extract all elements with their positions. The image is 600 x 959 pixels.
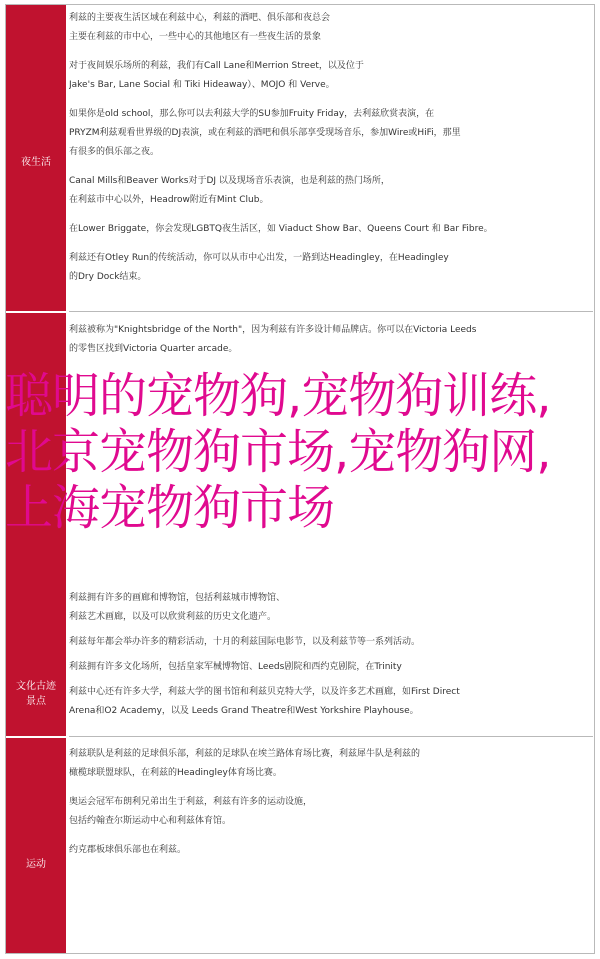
list-item: 在利兹市中心以外，Headrow附近有Mint Club。 xyxy=(69,195,269,205)
list-item: 利兹拥有许多文化场所，包括皇家军械博物馆、Leeds剧院和西约克剧院，在Trinity xyxy=(69,662,402,672)
list-item: 约克郡板球俱乐部也在利兹。 xyxy=(69,845,187,855)
sidebar-separator xyxy=(6,311,66,313)
list-item: Arena和O2 Academy，以及 Leeds Grand Theatre和West Yorkshire Playhouse。 xyxy=(69,706,419,716)
list-item: 有很多的俱乐部之夜。 xyxy=(69,147,160,157)
list-item: PRYZM利兹观看世界级的DJ表演，或在利兹的酒吧和俱乐部享受现场音乐，参加Wire或HiFi，那里 xyxy=(69,128,461,138)
list-item: 在Lower Briggate，你会发现LGBTQ夜生活区，如 Viaduct Show Bar、Queens Court 和 Bar Fibre。 xyxy=(69,224,493,234)
list-item: 利兹还有Otley Run的传统活动，你可以从市中心出发，一路到达Headingley，在Headingley xyxy=(69,253,449,263)
list-item: 奥运会冠军布朗利兄弟出生于利兹，利兹有许多的运动设施， xyxy=(69,797,313,807)
list-item: 利兹的主要夜生活区域在利兹中心，利兹的酒吧、俱乐部和夜总会 xyxy=(69,13,331,23)
list-item: 的Dry Dock结束。 xyxy=(69,272,147,282)
section-label-culture: 文化古迹 景点 xyxy=(16,681,56,707)
list-item: 橄榄球联盟球队，在利兹的Headingley体育场比赛。 xyxy=(69,768,282,778)
list-item: 利兹被称为"Knightsbridge of the North"，因为利兹有许多设计师品牌店。你可以在Victoria Leeds xyxy=(69,325,477,335)
list-item: 利兹中心还有许多大学，利兹大学的图书馆和利兹贝克特大学，以及许多艺术画廊，如First Direct xyxy=(69,687,460,697)
section-label-sports: 运动 xyxy=(26,859,46,870)
list-item: 的零售区找到Victoria Quarter arcade。 xyxy=(69,344,238,354)
section-label-nightlife: 夜生活 xyxy=(21,157,51,168)
list-item: 如果你是old school，那么你可以去利兹大学的SU参加Fruity Friday，去利兹欣赏表演，在 xyxy=(69,109,435,119)
section-divider xyxy=(69,736,593,737)
list-item: Jake's Bar, Lane Social 和 Tiki Hideaway）、MOJO 和 Verve。 xyxy=(69,80,335,90)
list-item: 包括约翰查尔斯运动中心和利兹体育馆。 xyxy=(69,816,232,826)
section-sports xyxy=(69,745,591,860)
sidebar-separator xyxy=(6,736,66,738)
list-item: 对于夜间娱乐场所的利兹，我们有Call Lane和Merrion Street，以及位于 xyxy=(69,61,364,71)
headline-overlay: 聪明的宠物狗,宠物狗训练,北京宠物狗市场,宠物狗网,上海宠物狗市场 xyxy=(5,368,551,536)
section-nightlife xyxy=(69,9,591,287)
list-item: 主要在利兹的市中心，一些中心的其他地区有一些夜生活的景象 xyxy=(69,32,322,42)
section-divider xyxy=(69,311,593,312)
list-item: 利兹联队是利兹的足球俱乐部，利兹的足球队在埃兰路体育场比赛，利兹犀牛队是利兹的 xyxy=(69,749,421,759)
list-item: 利兹每年都会举办许多的精彩活动，十月的利兹国际电影节，以及利兹节等一系列活动。 xyxy=(69,637,421,647)
list-item: Canal Mills和Beaver Works对于DJ 以及现场音乐表演，也是利兹的热门场所， xyxy=(69,176,390,186)
list-item: 利兹拥有许多的画廊和博物馆，包括利兹城市博物馆、 xyxy=(69,593,286,603)
list-item: 利兹艺术画廊，以及可以欣赏利兹的历史文化遗产。 xyxy=(69,612,277,622)
